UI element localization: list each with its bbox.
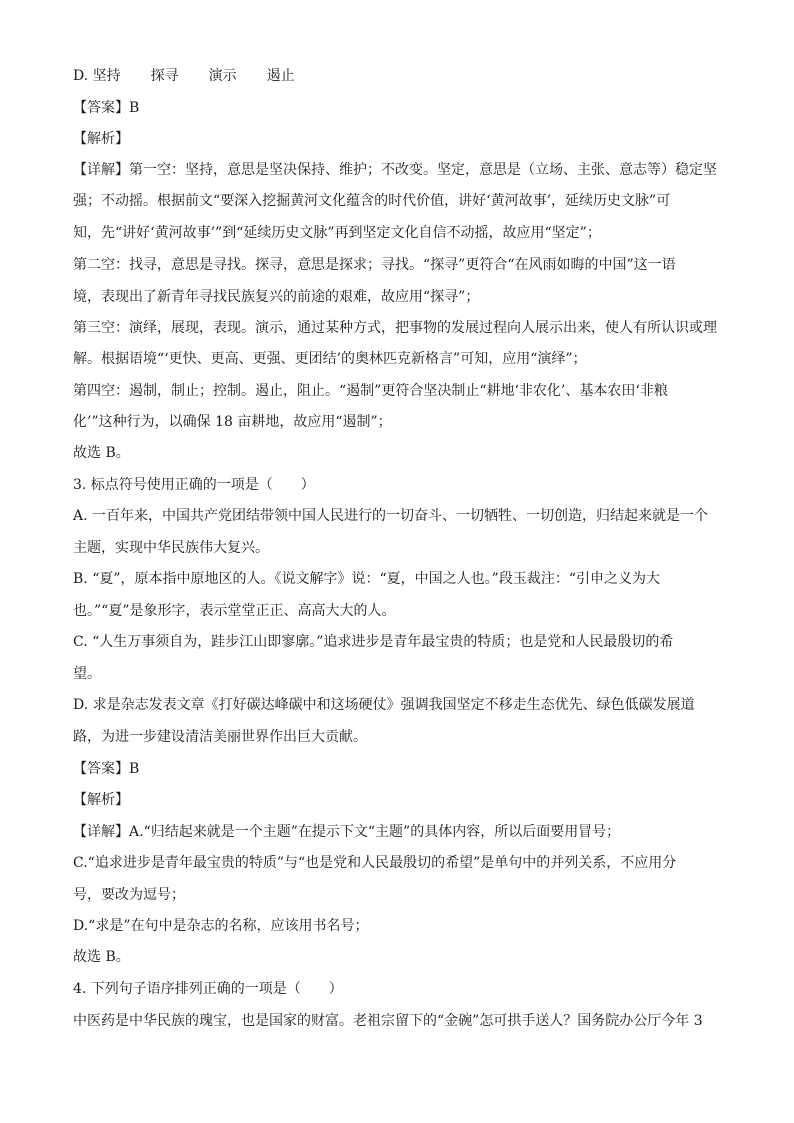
q3-detail-line: C.“追求进步是青年最宝贵的特质”与“也是党和人民最殷切的希望”是单句中的并列关系，不应用分 (73, 855, 677, 871)
q2-detail-line: 第二空：找寻，意思是寻找。探寻，意思是探求；寻找。“探寻”更符合“在风雨如晦的中国”这一语 (73, 257, 676, 273)
q3-option-line: 主题，实现中华民族伟大复兴。 (73, 540, 269, 556)
q3-stem: 3. 标点符号使用正确的一项是（ ） (73, 477, 315, 493)
q3-option-line: 望。 (73, 666, 101, 682)
q2-detail-line: 境，表现出了新青年寻找民族复兴的前途的艰难，故应用“探寻”； (73, 289, 480, 305)
q4-passage-line: 中医药是中华民族的瑰宝，也是国家的财富。老祖宗留下的“金碗”怎可拱手送人？国务院办公厅今年 3 (73, 1013, 703, 1029)
q3-detail-line: 号，要改为逗号； (73, 887, 185, 903)
option-d-word-2: 探寻 (150, 68, 179, 84)
q3-option-line: B. “夏”，原本指中原地区的人。《说文解字》说：“夏，中国之人也。”段玉裁注：“引申之义为大 (73, 571, 660, 587)
q2-conclusion: 故选 B。 (73, 445, 130, 461)
q3-option-line: A. 一百年来，中国共产党团结带领中国人民进行的一切奋斗、一切牺牲、一切创造，归结起来就是一个 (73, 508, 709, 524)
option-d-word-4: 遏止 (266, 68, 295, 84)
q2-detail-line: 知，先“讲好‘黄河故事’”到“延续历史文脉”再到坚定文化自信不动摇，故应用“坚定”； (73, 225, 601, 241)
q2-detail-line: 解。根据语境“‘更快、更高、更强、更团结’的奥林匹克新格言”可知，应用“演绎”； (73, 351, 587, 367)
q3-detail-line: 【详解】A.“归结起来就是一个主题”在提示下文“主题”的具体内容，所以后面要用冒号； (73, 824, 621, 840)
q3-analysis-label: 【解析】 (73, 792, 129, 808)
q3-detail-line: D.“求是”在句中是杂志的名称，应该用书名号； (73, 918, 369, 934)
q3-option-line: 路，为进一步建设清洁美丽世界作出巨大贡献。 (73, 729, 367, 745)
option-d-word-3: 演示 (208, 68, 237, 84)
q3-option-line: C. “人生万事须自为，跬步江山即寥廓。”追求进步是青年最宝贵的特质；也是党和人民最殷切的希 (73, 634, 674, 650)
q2-detail-line: 第四空：遏制，制止；控制。遏止，阻止。“遏制”更符合坚决制止“耕地‘非农化’、基本农田‘非粮 (73, 383, 668, 399)
q4-stem: 4. 下列句子语序排列正确的一项是（ ） (73, 981, 343, 997)
option-d-word-1: D. 坚持 (73, 68, 121, 84)
q2-answer: 【答案】B (73, 100, 140, 116)
q3-option-line: 也。”“夏”是象形字，表示堂堂正正、高高大大的人。 (73, 603, 396, 619)
q2-detail-line: 【详解】第一空：坚持，意思是坚决保持、维护；不改变。坚定，意思是（立场、主张、意志等）稳定坚 (73, 162, 717, 178)
q3-answer: 【答案】B (73, 761, 140, 777)
option-d-line (73, 67, 723, 85)
q2-detail-line: 第三空：演绎，展现，表现。演示，通过某种方式，把事物的发展过程向人展示出来，使人有所认识或理 (73, 320, 717, 336)
q2-detail-line: 化’”这种行为，以确保 18 亩耕地，故应用“遏制”； (73, 414, 392, 430)
q3-conclusion: 故选 B。 (73, 949, 130, 965)
q3-option-line: D. 求是杂志发表文章《打好碳达峰碳中和这场硬仗》强调我国坚定不移走生态优先、绿色低碳发展道 (73, 697, 695, 713)
q2-analysis-label: 【解析】 (73, 131, 129, 147)
q2-detail-line: 强；不动摇。根据前文“要深入挖掘黄河文化蕴含的时代价值，讲好‘黄河故事’，延续历史文脉”可 (73, 193, 671, 209)
